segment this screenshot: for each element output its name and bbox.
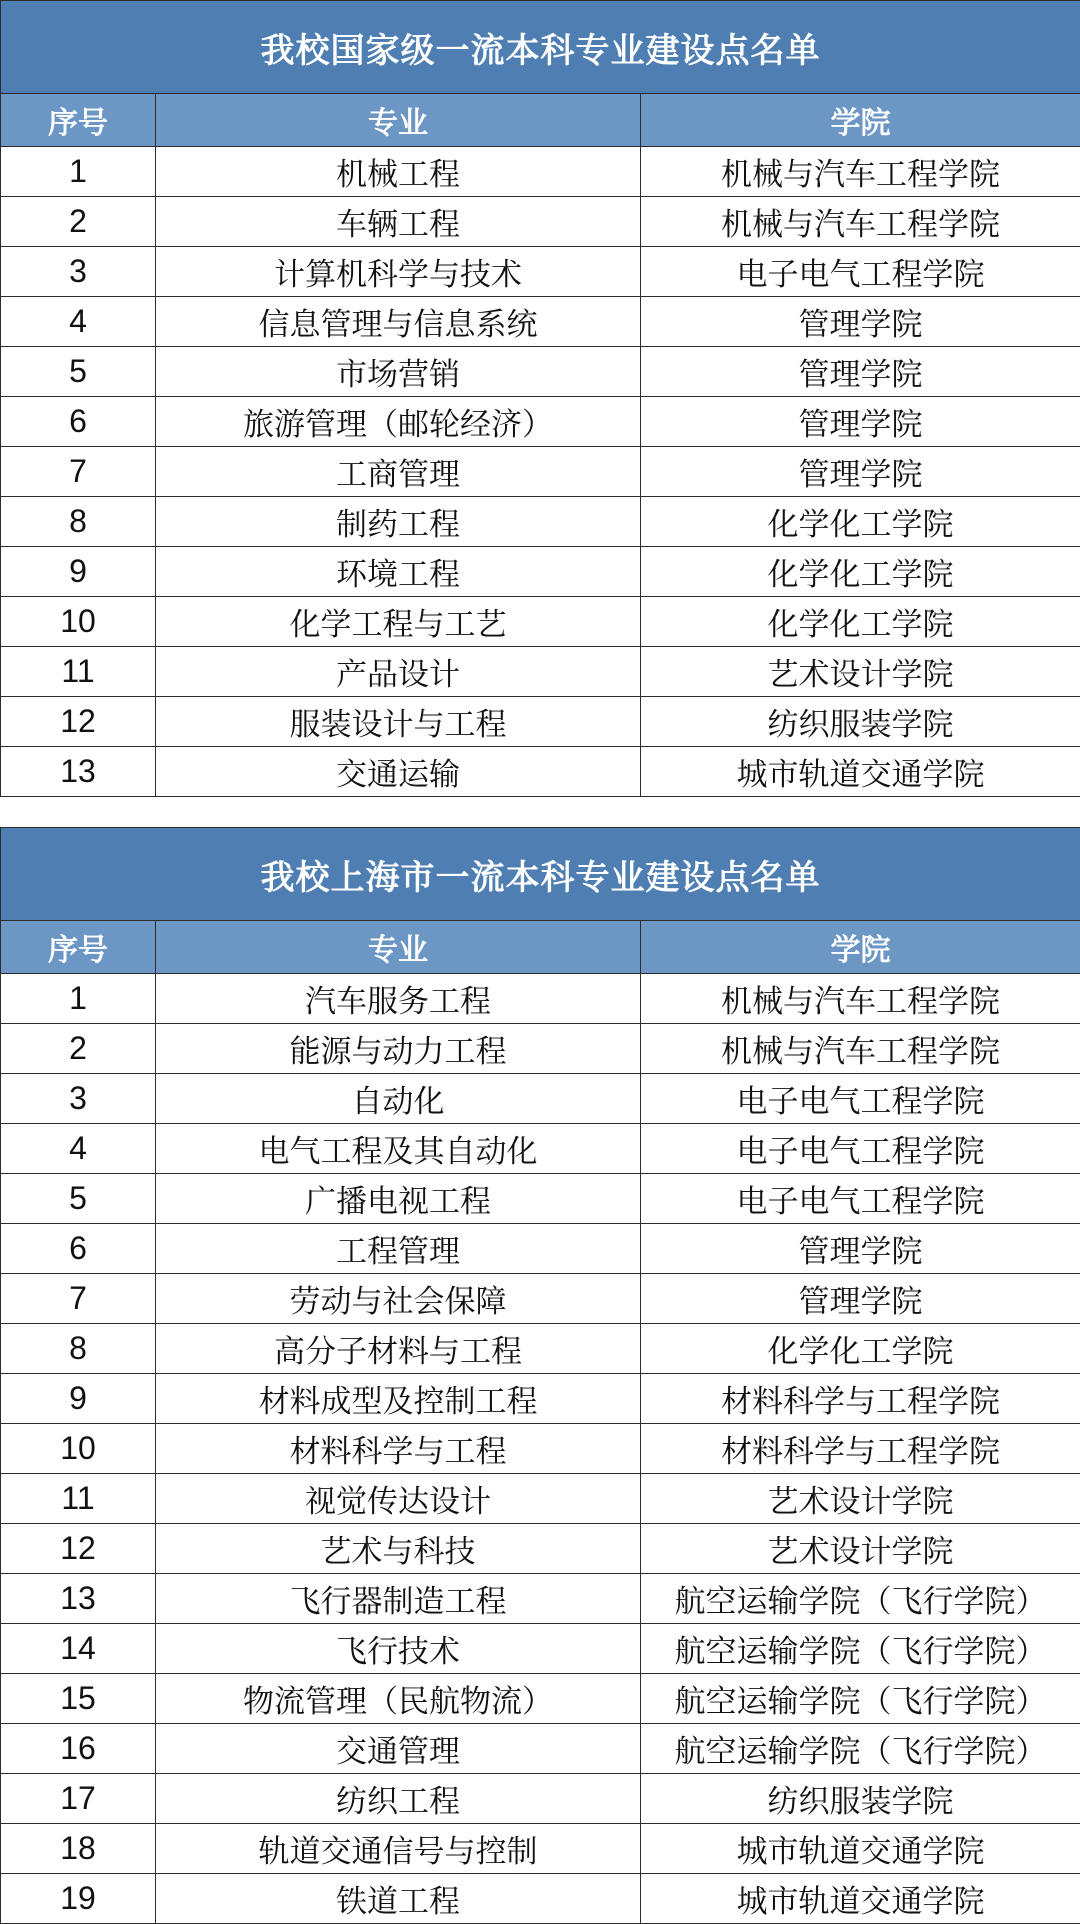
table-row bbox=[1, 1774, 1080, 1824]
row-index: 8 bbox=[1, 497, 156, 547]
row-college: 电子电气工程学院 bbox=[641, 247, 1080, 297]
table-row bbox=[1, 1124, 1080, 1174]
table-row bbox=[1, 1374, 1080, 1424]
table-row bbox=[1, 1874, 1080, 1924]
row-index: 9 bbox=[1, 1374, 156, 1424]
row-college: 城市轨道交通学院 bbox=[641, 1874, 1080, 1924]
row-major: 飞行器制造工程 bbox=[156, 1574, 641, 1624]
table-title-row bbox=[1, 828, 1080, 921]
row-college: 城市轨道交通学院 bbox=[641, 747, 1080, 797]
table-row bbox=[1, 1624, 1080, 1674]
row-index: 13 bbox=[1, 747, 156, 797]
row-index: 5 bbox=[1, 347, 156, 397]
row-index: 2 bbox=[1, 197, 156, 247]
row-college: 艺术设计学院 bbox=[641, 1474, 1080, 1524]
row-major: 制药工程 bbox=[156, 497, 641, 547]
row-index: 11 bbox=[1, 647, 156, 697]
table-header-row bbox=[1, 921, 1080, 974]
row-college: 化学化工学院 bbox=[641, 547, 1080, 597]
row-index: 12 bbox=[1, 697, 156, 747]
row-major: 能源与动力工程 bbox=[156, 1024, 641, 1074]
table-row bbox=[1, 1424, 1080, 1474]
row-college: 化学化工学院 bbox=[641, 497, 1080, 547]
row-index: 18 bbox=[1, 1824, 156, 1874]
row-college: 管理学院 bbox=[641, 1274, 1080, 1324]
row-college: 机械与汽车工程学院 bbox=[641, 1024, 1080, 1074]
row-college: 化学化工学院 bbox=[641, 597, 1080, 647]
row-major: 物流管理（民航物流） bbox=[156, 1674, 641, 1724]
table-row bbox=[1, 447, 1080, 497]
row-college: 机械与汽车工程学院 bbox=[641, 147, 1080, 197]
header-index: 序号 bbox=[1, 921, 156, 974]
row-index: 6 bbox=[1, 1224, 156, 1274]
row-index: 3 bbox=[1, 247, 156, 297]
row-index: 1 bbox=[1, 974, 156, 1024]
table-row bbox=[1, 1324, 1080, 1374]
row-index: 6 bbox=[1, 397, 156, 447]
table-row bbox=[1, 497, 1080, 547]
table-header-row bbox=[1, 94, 1080, 147]
row-college: 管理学院 bbox=[641, 297, 1080, 347]
row-college: 城市轨道交通学院 bbox=[641, 1824, 1080, 1874]
row-index: 15 bbox=[1, 1674, 156, 1724]
row-index: 12 bbox=[1, 1524, 156, 1574]
row-index: 8 bbox=[1, 1324, 156, 1374]
row-index: 3 bbox=[1, 1074, 156, 1124]
row-major: 工商管理 bbox=[156, 447, 641, 497]
row-major: 机械工程 bbox=[156, 147, 641, 197]
table-title: 我校国家级一流本科专业建设点名单 bbox=[1, 1, 1080, 94]
table-row bbox=[1, 1574, 1080, 1624]
table-row bbox=[1, 974, 1080, 1024]
row-index: 10 bbox=[1, 1424, 156, 1474]
row-index: 4 bbox=[1, 297, 156, 347]
table-row bbox=[1, 747, 1080, 797]
row-index: 2 bbox=[1, 1024, 156, 1074]
row-college: 管理学院 bbox=[641, 397, 1080, 447]
table-row bbox=[1, 1224, 1080, 1274]
row-major: 飞行技术 bbox=[156, 1624, 641, 1674]
table-title: 我校上海市一流本科专业建设点名单 bbox=[1, 828, 1080, 921]
national-majors-table bbox=[0, 0, 1080, 797]
table-row bbox=[1, 1824, 1080, 1874]
row-major: 视觉传达设计 bbox=[156, 1474, 641, 1524]
row-index: 13 bbox=[1, 1574, 156, 1624]
row-college: 机械与汽车工程学院 bbox=[641, 974, 1080, 1024]
row-college: 艺术设计学院 bbox=[641, 1524, 1080, 1574]
table-row bbox=[1, 1024, 1080, 1074]
row-index: 10 bbox=[1, 597, 156, 647]
row-college: 航空运输学院（飞行学院） bbox=[641, 1674, 1080, 1724]
header-major: 专业 bbox=[156, 94, 641, 147]
row-major: 工程管理 bbox=[156, 1224, 641, 1274]
row-major: 劳动与社会保障 bbox=[156, 1274, 641, 1324]
header-major: 专业 bbox=[156, 921, 641, 974]
row-major: 旅游管理（邮轮经济） bbox=[156, 397, 641, 447]
row-college: 航空运输学院（飞行学院） bbox=[641, 1724, 1080, 1774]
header-college: 学院 bbox=[641, 921, 1080, 974]
row-college: 航空运输学院（飞行学院） bbox=[641, 1574, 1080, 1624]
shanghai-majors-table-block bbox=[0, 827, 1080, 1924]
row-major: 自动化 bbox=[156, 1074, 641, 1124]
row-index: 7 bbox=[1, 447, 156, 497]
row-college: 航空运输学院（飞行学院） bbox=[641, 1624, 1080, 1674]
row-index: 9 bbox=[1, 547, 156, 597]
table-row bbox=[1, 297, 1080, 347]
row-major: 铁道工程 bbox=[156, 1874, 641, 1924]
row-major: 化学工程与工艺 bbox=[156, 597, 641, 647]
row-major: 材料成型及控制工程 bbox=[156, 1374, 641, 1424]
table-row bbox=[1, 1474, 1080, 1524]
row-major: 艺术与科技 bbox=[156, 1524, 641, 1574]
row-college: 机械与汽车工程学院 bbox=[641, 197, 1080, 247]
row-major: 市场营销 bbox=[156, 347, 641, 397]
shanghai-majors-table bbox=[0, 827, 1080, 1924]
row-college: 电子电气工程学院 bbox=[641, 1124, 1080, 1174]
table-row bbox=[1, 1174, 1080, 1224]
table-title-row bbox=[1, 1, 1080, 94]
row-major: 环境工程 bbox=[156, 547, 641, 597]
row-index: 7 bbox=[1, 1274, 156, 1324]
table-row bbox=[1, 697, 1080, 747]
row-index: 16 bbox=[1, 1724, 156, 1774]
table-row bbox=[1, 197, 1080, 247]
row-index: 1 bbox=[1, 147, 156, 197]
row-index: 14 bbox=[1, 1624, 156, 1674]
table-row bbox=[1, 1274, 1080, 1324]
row-index: 17 bbox=[1, 1774, 156, 1824]
row-college: 化学化工学院 bbox=[641, 1324, 1080, 1374]
table-row bbox=[1, 347, 1080, 397]
row-index: 11 bbox=[1, 1474, 156, 1524]
row-major: 信息管理与信息系统 bbox=[156, 297, 641, 347]
national-majors-table-block bbox=[0, 0, 1080, 797]
row-college: 电子电气工程学院 bbox=[641, 1174, 1080, 1224]
table-row bbox=[1, 247, 1080, 297]
table-row bbox=[1, 397, 1080, 447]
row-college: 材料科学与工程学院 bbox=[641, 1374, 1080, 1424]
row-college: 管理学院 bbox=[641, 447, 1080, 497]
row-major: 纺织工程 bbox=[156, 1774, 641, 1824]
header-college: 学院 bbox=[641, 94, 1080, 147]
row-college: 管理学院 bbox=[641, 347, 1080, 397]
row-major: 交通运输 bbox=[156, 747, 641, 797]
row-major: 电气工程及其自动化 bbox=[156, 1124, 641, 1174]
row-college: 电子电气工程学院 bbox=[641, 1074, 1080, 1124]
row-college: 纺织服装学院 bbox=[641, 697, 1080, 747]
header-index: 序号 bbox=[1, 94, 156, 147]
row-major: 高分子材料与工程 bbox=[156, 1324, 641, 1374]
row-college: 纺织服装学院 bbox=[641, 1774, 1080, 1824]
row-major: 材料科学与工程 bbox=[156, 1424, 641, 1474]
table-row bbox=[1, 1524, 1080, 1574]
table-row bbox=[1, 1674, 1080, 1724]
row-college: 管理学院 bbox=[641, 1224, 1080, 1274]
row-index: 4 bbox=[1, 1124, 156, 1174]
row-major: 广播电视工程 bbox=[156, 1174, 641, 1224]
table-row bbox=[1, 647, 1080, 697]
table-row bbox=[1, 547, 1080, 597]
row-index: 5 bbox=[1, 1174, 156, 1224]
table-row bbox=[1, 1074, 1080, 1124]
row-major: 服装设计与工程 bbox=[156, 697, 641, 747]
row-major: 交通管理 bbox=[156, 1724, 641, 1774]
table-row bbox=[1, 147, 1080, 197]
table-row bbox=[1, 597, 1080, 647]
row-major: 轨道交通信号与控制 bbox=[156, 1824, 641, 1874]
row-major: 计算机科学与技术 bbox=[156, 247, 641, 297]
row-college: 材料科学与工程学院 bbox=[641, 1424, 1080, 1474]
row-major: 车辆工程 bbox=[156, 197, 641, 247]
row-college: 艺术设计学院 bbox=[641, 647, 1080, 697]
table-row bbox=[1, 1724, 1080, 1774]
row-index: 19 bbox=[1, 1874, 156, 1924]
row-major: 产品设计 bbox=[156, 647, 641, 697]
row-major: 汽车服务工程 bbox=[156, 974, 641, 1024]
